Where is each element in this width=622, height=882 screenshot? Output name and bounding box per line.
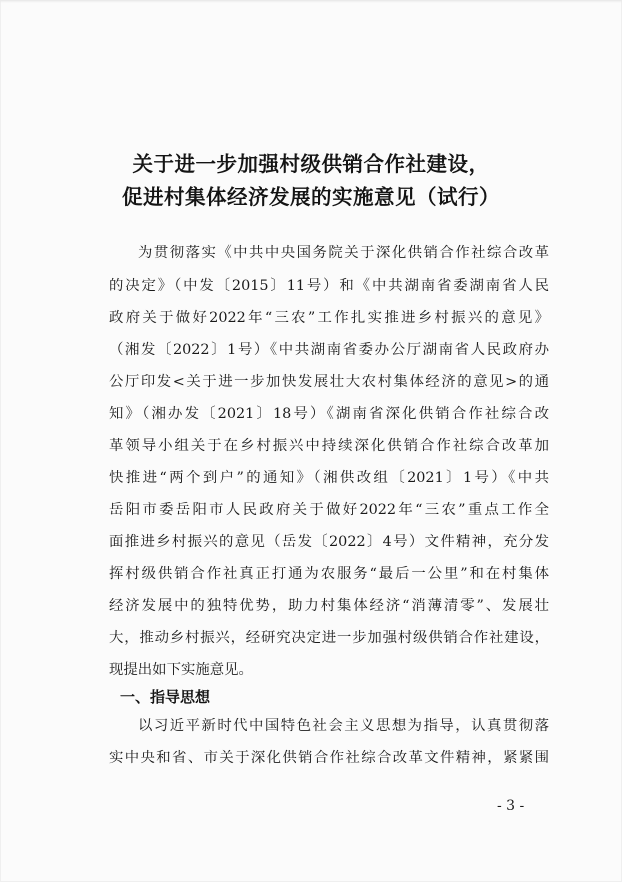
- page-number: - 3 -: [497, 798, 525, 814]
- paragraph-1-line: 挥村级供销合作社真正打通为农服务“最后一公里”和在村集体: [109, 566, 549, 582]
- paragraph-2-line: 以习近平新时代中国特色社会主义思想为指导，认真贯彻落: [138, 718, 549, 734]
- paragraph-1-line: 经济发展中的独特优势，助力村集体经济“消薄清零”、发展壮: [109, 598, 549, 614]
- paragraph-1-line: 岳阳市委岳阳市人民政府关于做好2022年“三农”重点工作全: [109, 502, 549, 518]
- paragraph-1-line: 为贯彻落实《中共中央国务院关于深化供销合作社综合改革: [138, 245, 549, 261]
- scan-edge: [0, 0, 622, 3]
- paragraph-1-line: 的决定》（中发〔2015〕11号）和《中共湖南省委湖南省人民: [109, 278, 549, 294]
- paragraph-2-line: 实中央和省、市关于深化供销合作社综合改革文件精神，紧紧围: [109, 750, 549, 766]
- paragraph-1-line: 面推进乡村振兴的意见（岳发〔2022〕4号）文件精神，充分发: [109, 534, 549, 550]
- paragraph-1-line: 现提出如下实施意见。: [109, 662, 253, 678]
- document-title-line-2: 促进村集体经济发展的实施意见（试行）: [122, 185, 500, 209]
- paragraph-1-line: 快推进“两个到户”的通知》（湘供改组〔2021〕1号）《中共: [109, 470, 549, 486]
- paragraph-1-line: 知》（湘办发〔2021〕18号）《湖南省深化供销合作社综合改: [109, 406, 549, 422]
- section-heading: 一、指导思想: [120, 688, 211, 706]
- paragraph-1-line: 革领导小组关于在乡村振兴中持续深化供销合作社综合改革加: [109, 438, 549, 454]
- paragraph-1-line: 大，推动乡村振兴，经研究决定进一步加强村级供销合作社建设，: [109, 630, 549, 646]
- paragraph-1-line: （湘发〔2022〕1号）《中共湖南省委办公厅湖南省人民政府办: [109, 342, 549, 358]
- paragraph-1-line: 政府关于做好2022年“三农”工作扎实推进乡村振兴的意见》: [109, 310, 549, 326]
- paragraph-1-line: 公厅印发<关于进一步加快发展壮大农村集体经济的意见>的通: [109, 374, 549, 390]
- document-title-line-1: 关于进一步加强村级供销合作社建设，: [132, 152, 490, 176]
